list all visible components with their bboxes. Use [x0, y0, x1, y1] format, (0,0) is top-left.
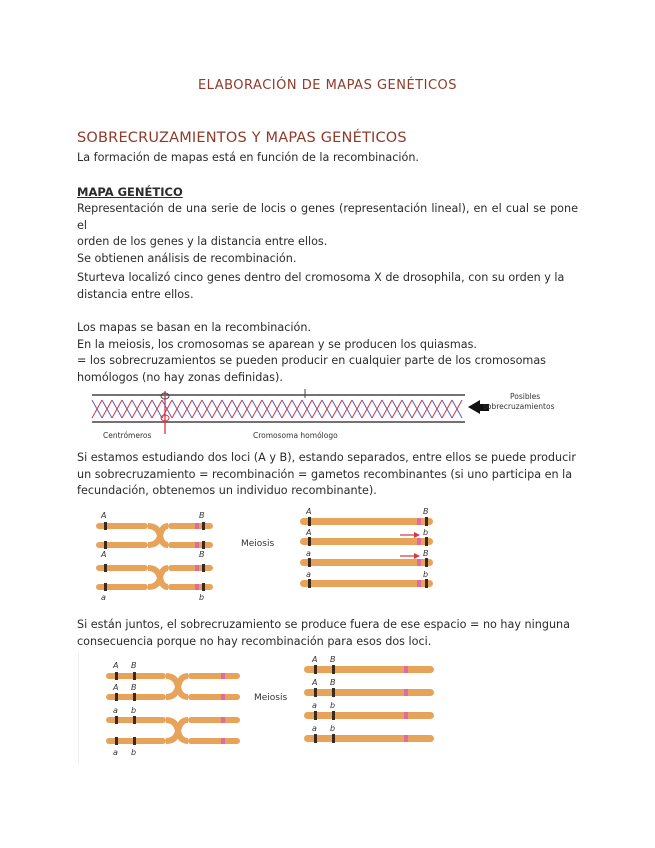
- label-A-second: A: [113, 683, 119, 692]
- mapas-line-2: En la meiosis, los cromosomas se aparean y se producen los quiasmas.: [77, 337, 477, 351]
- pair-chromosomes-left: [106, 672, 240, 745]
- helix-strand-red: [92, 400, 462, 418]
- label-centromere: Centrómeros: [103, 431, 152, 440]
- label-B-top: B: [131, 661, 137, 670]
- figure-separated-loci: [78, 504, 440, 604]
- mapa-line-3: Se obtienen análisis de recombinación.: [77, 252, 297, 266]
- gamete-label-A-1: A: [312, 655, 318, 664]
- mapas-paragraph: [77, 320, 578, 387]
- gamete-label-B-3: B: [423, 549, 429, 558]
- mapas-line-1: Los mapas se basan en la recombinación.: [77, 321, 312, 334]
- juntos-line-1: Si están juntos, el sobrecruzamiento se produce fuera de ese espacio = no hay ninguna: [77, 618, 570, 631]
- label-a-bottom: a: [101, 593, 106, 602]
- arrow-right-icon: [414, 553, 420, 559]
- gamete-label-A-2: A: [306, 528, 312, 537]
- sturteva-paragraph: [77, 270, 578, 303]
- loci-line-3: fecundación, obtenemos un individuo recombinante).: [77, 484, 377, 498]
- document-title: ELABORACIÓN DE MAPAS GENÉTICOS: [197, 78, 458, 93]
- gamete-label-A-2: A: [312, 678, 318, 687]
- section-heading: SOBRECRUZAMIENTOS Y MAPAS GENÉTICOS: [77, 130, 407, 146]
- label-b-bottom: b: [131, 748, 137, 757]
- mapas-line-4: homólogos (no hay zonas definidas).: [77, 371, 283, 385]
- juntos-line-2: consecuencia porque no hay recombinación para esos dos loci.: [77, 634, 432, 648]
- gamete-label-a-4: a: [306, 570, 311, 579]
- mapas-line-3: = los sobrecruzamientos se pueden producir en cualquier parte de los cromosomas: [77, 354, 547, 368]
- label-b-third: b: [131, 706, 137, 715]
- mapa-heading: MAPA GENÉTICO: [77, 185, 183, 199]
- mapa-line-1: Representación de una serie de locis o genes (representación lineal), en el cual se pone el: [77, 202, 578, 232]
- gamete-label-b-4: b: [330, 724, 336, 733]
- intro-paragraph: [77, 150, 578, 167]
- mapa-paragraph: [77, 201, 578, 268]
- gamete-label-B-1: B: [330, 655, 336, 664]
- label-possible-2: sobrecruzamientos: [483, 402, 555, 411]
- label-B-second: B: [199, 550, 205, 559]
- label-b-bottom: b: [199, 593, 205, 602]
- label-a-bottom: a: [113, 748, 118, 757]
- gamete-label-a-3: a: [312, 701, 317, 710]
- meiosis-label: Meiosis: [254, 693, 288, 703]
- loci-line-2: un sobrecruzamiento = recombinación = gametos recombinantes (si uno participa en la: [77, 467, 573, 481]
- label-chromosome: Cromosoma homólogo: [253, 431, 338, 440]
- label-B-second: B: [131, 683, 137, 692]
- intro-text: La formación de mapas está en función de la recombinación.: [77, 151, 419, 164]
- label-possible-1: Posibles: [510, 392, 541, 401]
- gamete-label-a-4: a: [312, 724, 317, 733]
- gamete-label-B-2: B: [330, 678, 336, 687]
- juntos-paragraph: [77, 617, 578, 650]
- label-A-top: A: [101, 511, 107, 520]
- sturteva-line-2: distancia entre ellos.: [77, 287, 194, 301]
- label-A-second: A: [101, 550, 107, 559]
- arrow-right-icon: [414, 532, 420, 538]
- gamete-label-b-4: b: [423, 570, 429, 579]
- gamete-label-A-1: A: [306, 507, 312, 516]
- gamete-label-b-3: b: [330, 701, 336, 710]
- meiosis-label: Meiosis: [241, 539, 275, 549]
- label-a-third: a: [113, 706, 118, 715]
- figure-homologous-chromosomes: [85, 388, 575, 442]
- loci-line-1: Si estamos estudiando dos loci (A y B), estando separados, entre ellos se puede producir: [77, 451, 576, 464]
- pair-chromosomes-left: [96, 522, 213, 591]
- loci-paragraph: [77, 450, 578, 500]
- sturteva-line-1: Sturteva localizó cinco genes dentro del cromosoma X de drosophila, con su orden y la: [77, 271, 565, 284]
- label-A-top: A: [113, 661, 119, 670]
- figure-adjacent-loci: [78, 653, 440, 763]
- gametes-right: [304, 665, 434, 743]
- gamete-label-a-3: a: [306, 549, 311, 558]
- gamete-label-b-2: b: [423, 528, 429, 537]
- label-B-top: B: [199, 511, 205, 520]
- mapa-line-2: orden de los genes y la distancia entre ellos.: [77, 235, 328, 249]
- gamete-label-B-1: B: [423, 507, 429, 516]
- gametes-right: [300, 517, 433, 588]
